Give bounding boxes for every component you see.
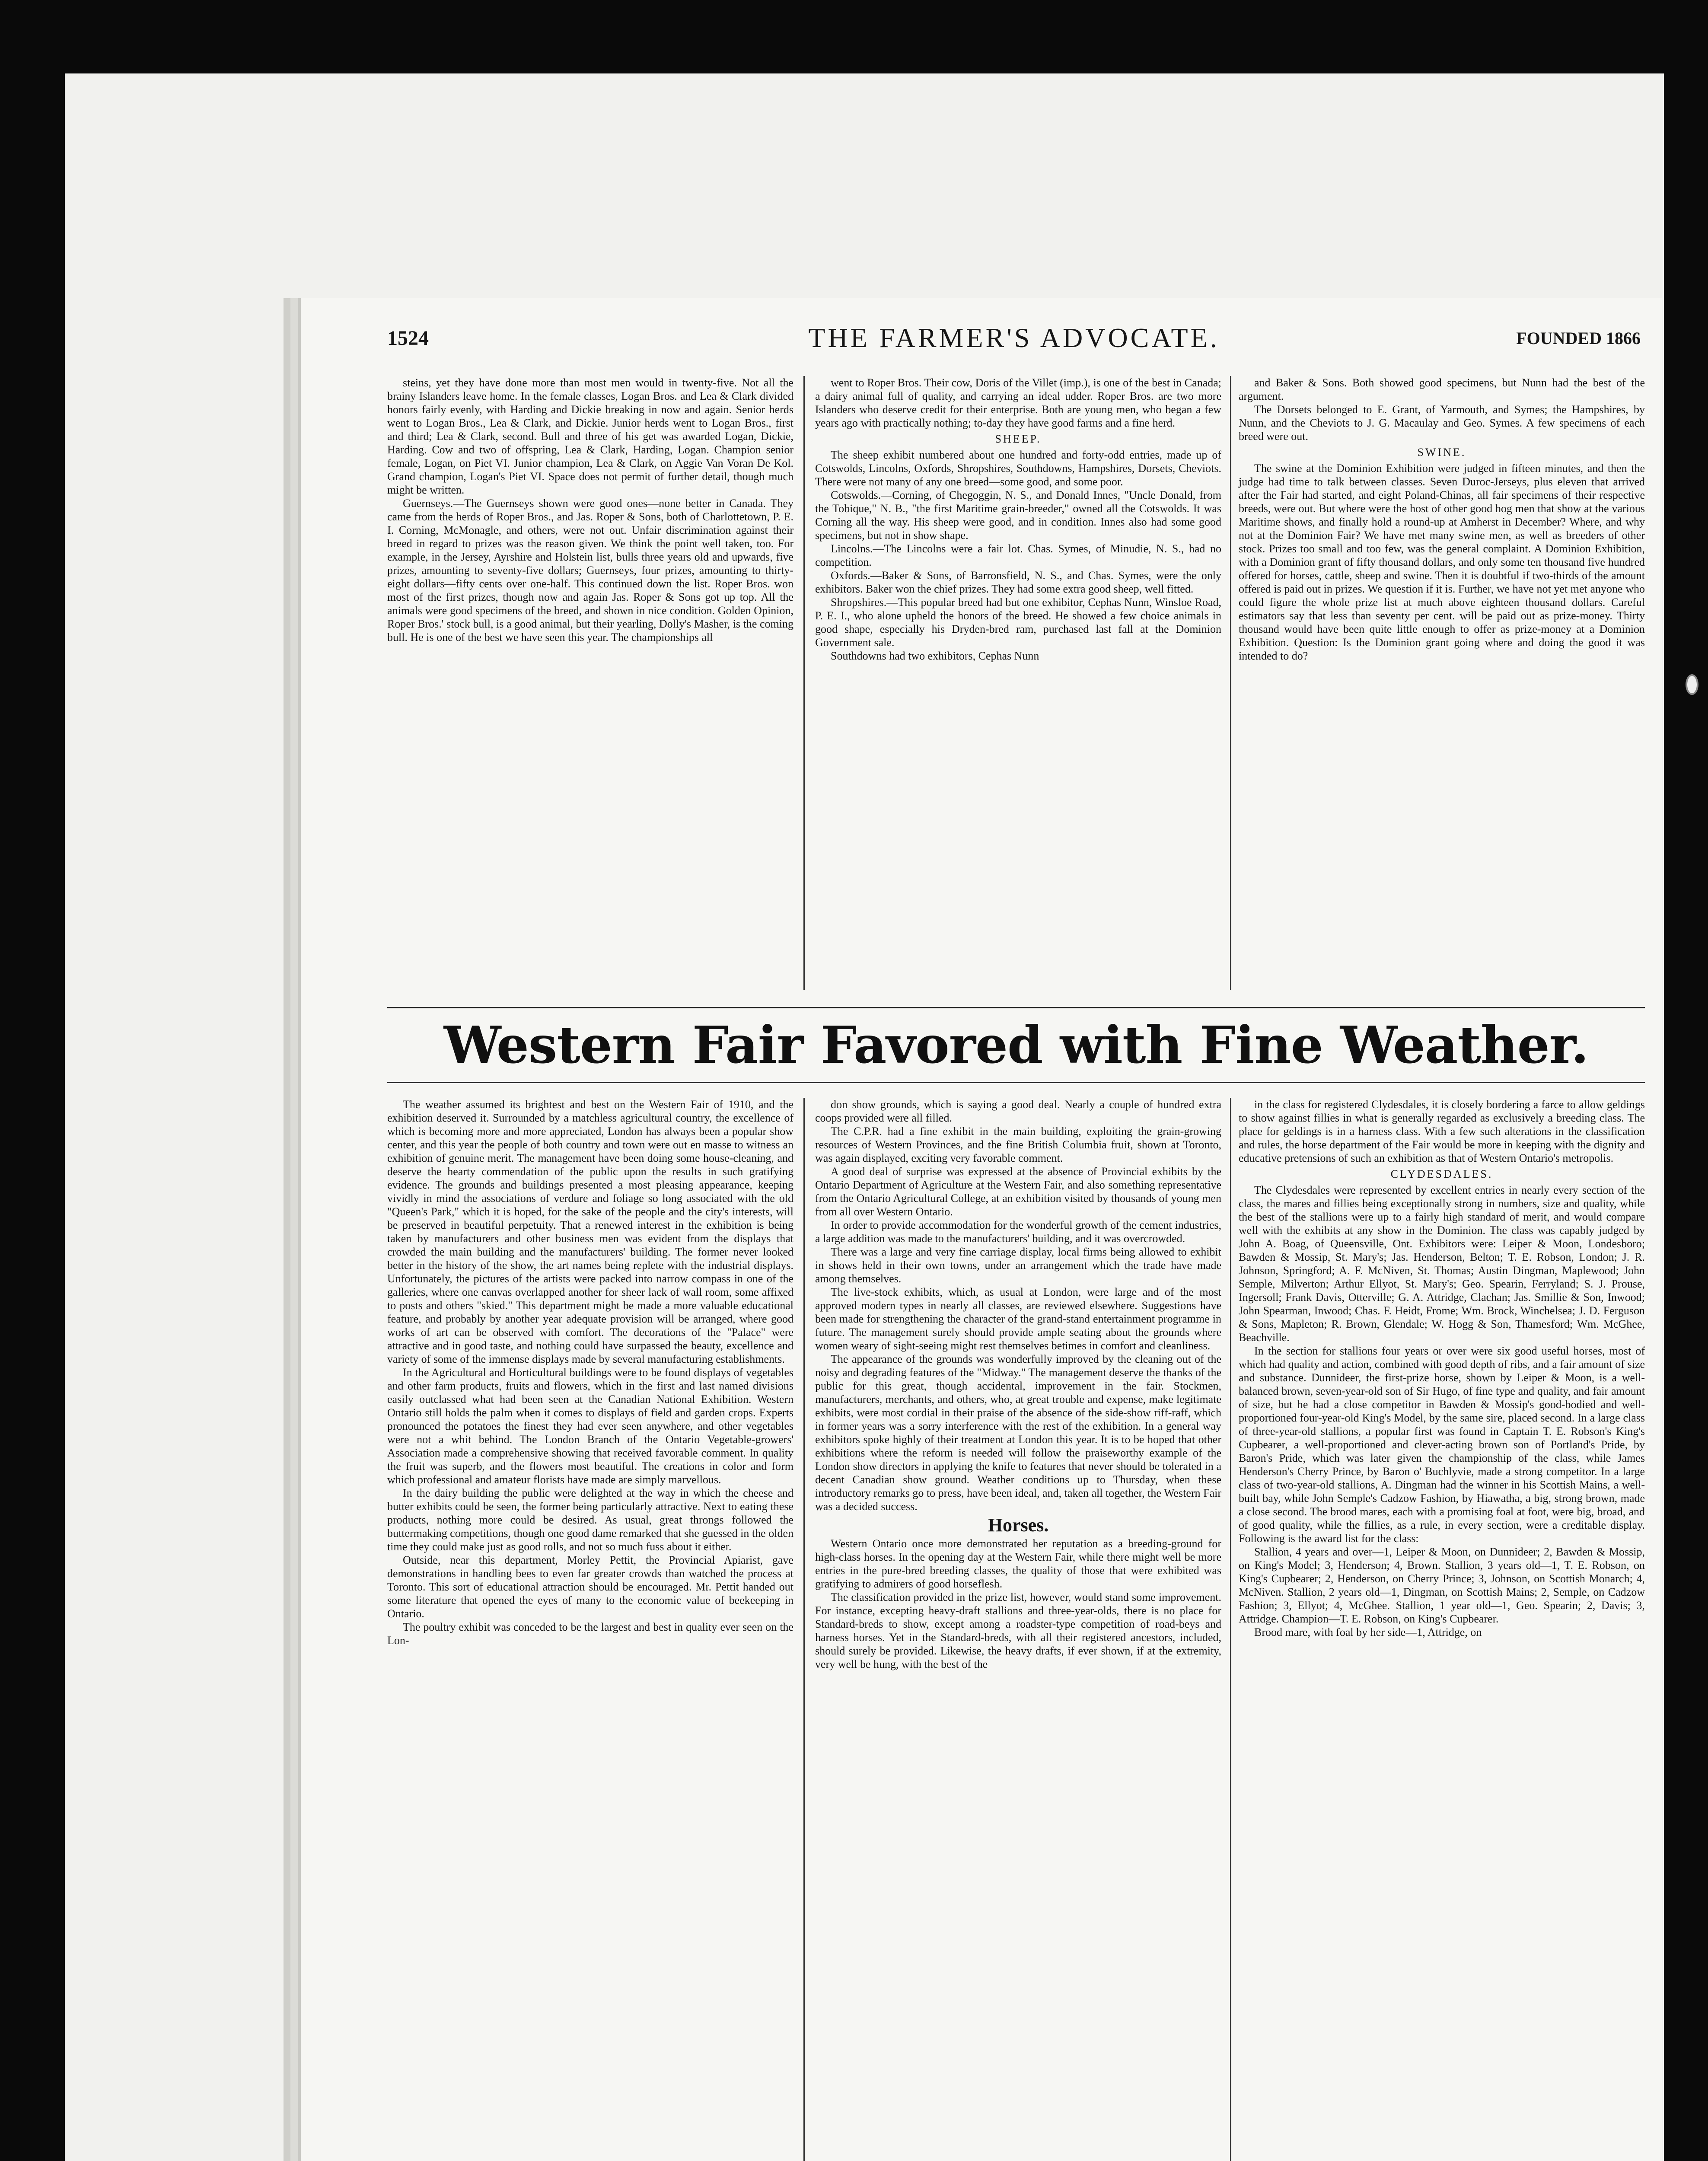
top-column-2 [815,376,1221,990]
section-heading-horses: Horses. [988,1514,1049,1536]
newspaper-page [298,298,1662,2161]
bottom-column-2 [815,1098,1221,2161]
paragraph: The Clydesdales were represented by excellent entries in nearly every section of the class, the mares and fillies being exceptionally strong in numbers, size and quality, while the best of the stallions were up to a fairly high standard of merit, and would compare well with the exhibits at any show in the Dominion. The class was capably judged by John A. Boag, of Queensville, Ont. Exhibitors were: Leiper & Moon, Londesboro; Bawden & Mossip, St. Mary's; Jas. Henderson, Belton; T. E. Robson, London; J. R. Johnson, Springford; A. F. McNiven, St. Thomas; Austin Dingman, Maplewood; John Semple, Milverton; Arthur Ellyot, St. Mary's; Geo. Spearin, Ferryland; S. J. Prouse, Ingersoll; Frank Davis, Otterville; G. A. Attridge, Clachan; Jas. Smillie & Son, Inwood; John Spearman, Inwood; Chas. F. Heidt, Frome; Wm. Brock, Winchelsea; J. D. Ferguson & Sons, Mapleton; R. Brown, Glendale; W. Hogg & Son, Thamesford; Wm. McGhee, Beachville. [1239,1184,1645,1344]
paragraph: The C.P.R. had a fine exhibit in the main building, exploiting the grain-growing resources of Western Provinces, and the fine British Columbia fruit, shown at Toronto, was again displayed, exciting very favorable comment. [815,1125,1221,1164]
paragraph: Shropshires.—This popular breed had but one exhibitor, Cephas Nunn, Winsloe Road, P. E. I., who alone upheld the honors of the breed. He showed a few choice animals in good shape, especially his Dryden-bred ram, purchased last fall at the Dominion Government sale. [815,596,1221,649]
column-rule [803,1098,805,2161]
column-rule [1230,1098,1231,2161]
paragraph: The classification provided in the prize list, however, would stand some improvement. For instance, excepting heavy-draft stallions and three-year-olds, there is no place for Standard-breds to show, except among a roadster-type competition of road-beys and harness horses. Yet in the Standard-breds, with all their registered ancestors, included, should surely be provided. Likewise, the heavy drafts, if ever shown, if at the extremity, very well be hung, with the best of the [815,1591,1221,1670]
paragraph: don show grounds, which is saying a good deal. Nearly a couple of hundred extra coops provided were all filled. [815,1098,1221,1124]
bottom-column-3 [1239,1098,1645,2161]
paragraph: In the Agricultural and Horticultural buildings were to be found displays of vegetables and other farm products, fruits and flowers, which in the first and last named divisions easily outclassed what had been seen at the Canadian National Exhibition. Western Ontario still holds the palm when it comes to displays of field and garden crops. Experts pronounced the potatoes the finest they had ever seen anywhere, and other vegetables were not a whit behind. The London Branch of the Ontario Vegetable-growers' Association made a comprehensive showing that received favorable comment. In quality the fruit was superb, and the flowers most beautiful. The creations in color and form which professional and amateur florists have made are simply marvellous. [387,1366,793,1486]
top-column-1 [387,376,793,990]
paragraph: In the section for stallions four years or over were six good useful horses, most of which had quality and action, combined with good depth of ribs, and a fair amount of size and substance. Dunnideer, the first-prize horse, shown by Leiper & Moon, is a well-balanced brown, seven-year-old son of Sir Hugo, of fine type and quality, and fair amount of size, but he had a close competitor in Bawden & Mossip's good-bodied and well-proportioned four-year-old King's Model, by the same sire, placed second. In a large class of three-year-old stallions, a popular first was found in Captain T. E. Robson's King's Cupbearer, a well-proportioned and clever-acting brown son of Portland's Pride, by Baron's Pride, which was later given the championship of the class, while James Henderson's Cherry Prince, by Baron o' Buchlyvie, made a strong competitor. In a large class of two-year-old stallions, A. Dingman had the winner in his Scottish Mains, a well-built bay, while John Semple's Cadzow Fashion, by Hiawatha, a big, strong brown, made a close second. The brood mares, each with a promising foal at foot, were big, broad, and of good quality, while the fillies, as a rule, in every section, were a creditable display. Following is the award list for the class: [1239,1345,1645,1545]
page-header [387,322,1641,357]
paragraph: Guernseys.—The Guernseys shown were good ones—none better in Canada. They came from the herds of Roper Bros., and Jas. Roper & Sons, both of Charlottetown, P. E. I. Corning, McMonagle, and others, were not out. Unfair discrimination against their breed in regard to prizes was the reason given. We think the point well taken, too. For example, in the Jersey, Ayrshire and Holstein list, bulls three years old and upwards, five prizes, amounting to seventy-five dollars; Guernseys, four prizes, amounting to thirty-eight dollars—fifty cents over one-half. This continued down the list. Roper Bros. won most of the first prizes, though now and again Jas. Roper & Sons got up top. All the animals were good specimens of the breed, and shown in nice condition. Golden Opinion, Roper Bros.' stock bull, is a good animal, but their yearling, Dolly's Masher, is the coming bull. He is one of the best we have seen this year. The championships all [387,497,793,644]
paragraph: The swine at the Dominion Exhibition were judged in fifteen minutes, and then the judge had time to talk between classes. Seven Duroc-Jerseys, plus eleven that arrived after the Fair had started, and eight Poland-Chinas, all fair specimens of their respective breeds, were out. But where were the host of other good hog men that show at the various Maritime shows, and finally hold a round-up at Amherst in December? Where, and why not at the Dominion Fair? We have met many swine men, as well as breeders of other stock. Prizes too small and too few, was the general complaint. A Dominion Exhibition, with a Dominion grant of fifty thousand dollars, and only some ten thousand five hundred offered for horses, cattle, sheep and swine. Then it is doubtful if two-thirds of the amount offered is paid out in prizes. We question if it is. Further, we have not yet met anyone who could figure the whole prize list at much above eighteen thousand dollars. Careful estimators say that less than seventy per cent. will be paid out as prize-money. Thirty thousand would have been quite little enough to offer as prize-money at a Dominion Exhibition. Question: Is the Dominion grant going where and doing the good it was intended to do? [1239,462,1645,662]
paragraph: Southdowns had two exhibitors, Cephas Nunn [831,650,1039,662]
paragraph: The weather assumed its brightest and best on the Western Fair of 1910, and the exhibition deserved it. Surrounded by a matchless agricultural country, the excellence of which is becoming more and more appreciated, London has always been a popular show center, and this year the people of both country and town were out en masse to witness an exhibition of genuine merit. The management have been doing some house-cleaning, and deserve the hearty commendation of the public upon the results in such gratifying evidence. The grounds and buildings presented a most pleasing appearance, keeping vividly in mind the associations of verdure and foliage so long associated with the old "Queen's Park," which it is hoped, for the sake of the people and the city's interests, will be preserved in beautiful perpetuity. That a renewed interest in the exhibition is being taken by manufacturers and other business men was evident from the displays that crowded the main building and the manufacturers' building. The former never looked better in the history of the show, the art names being replete with the industrial displays. Unfortunately, the pictures of the artists were packed into narrow compass in one of the galleries, where one canvas overlapped another for sheer lack of wall room, some affixed to posts and others "skied." This department might be made a more valuable educational feature, and probably by another year adequate provision will be arranged, where good works of art can be observed with comfort. The decorations of the "Palace" were attractive and in good taste, and nothing could have surpassed the beauty, excellence and variety of some of the immense displays made by several manufacturing establishments. [387,1098,793,1365]
paragraph: The poultry exhibit was conceded to be the largest and best in quality ever seen on the Lon- [387,1621,793,1647]
paragraph: Western Ontario once more demonstrated her reputation as a breeding-ground for high-class horses. In the opening day at the Western Fair, while there might well be more entries in the pure-bred breeding classes, the quality of those that were exhibited was gratifying to admirers of good horseflesh. [815,1537,1221,1590]
bottom-column-1 [387,1098,793,2161]
paragraph: went to Roper Bros. Their cow, Doris of the Villet (imp.), is one of the best in Canada; a dairy animal full of quality, and carrying an ideal udder. Roper Bros. are two more Islanders who deserve credit for their enterprise. Both are young men, who began a few years ago with practically nothing; to-day they have good farms and a fine herd. [815,376,1221,429]
paragraph: Cotswolds.—Corning, of Chegoggin, N. S., and Donald Innes, "Uncle Donald, from the Tobique," N. B., "the first Maritime grain-breeder," owned all the Cotswolds. It was Corning all the way. His sheep were good, and in condition. Innes also had some good specimens, but not in show shape. [815,489,1221,542]
paragraph: steins, yet they have done more than most men would in twenty-five. Not all the brainy Islanders leave home. In the female classes, Logan Bros. and Lea & Clark divided honors fairly evenly, with Harding and Dickie breaking in now and again. Senior herds went to Logan Bros., Lea & Clark, and Dickie. Junior herds went to Logan Bros., first and third; Lea & Clark, second. Bull and three of his get was awarded Logan, Dickie, Harding. Cow and two of offspring, Lea & Clark, Harding, Logan. Champion senior female, Logan, on Piet VI. Junior champion, Lea & Clark, on Aggie Van Voran De Kol. Grand champion, Logan's Piet VI. Space does not permit of further detail, though much might be written. [387,376,793,496]
paragraph: Lincolns.—The Lincolns were a fair lot. Chas. Symes, of Minudie, N. S., had no competition. [815,542,1221,568]
binding-ring-icon [1686,674,1698,695]
paragraph: Stallion, 4 years and over—1, Leiper & Moon, on Dunnideer; 2, Bawden & Mossip, on King's Model; 3, Henderson; 4, Brown. Stallion, 3 years old—1, T. E. Robson, on King's Cupbearer; 2, Henderson, on Cherry Prince; 3, Johnson, on Scottish Monarch; 4, McNiven. Stallion, 2 years old—1, Dingman, on Scottish Mains; 2, Semple, on Cadzow Fashion; 3, Ellyot; 4, McGhee. Stallion, 1 year old—1, Geo. Spearin; 2, Davis; 3, Attridge. Champion—T. E. Robson, on King's Cupbearer. [1239,1546,1645,1625]
paragraph: In order to provide accommodation for the wonderful growth of the cement industries, a large addition was made to the manufacturers' building, and it was overcrowded. [815,1219,1221,1245]
paragraph: The live-stock exhibits, which, as usual at London, were large and of the most approved modern types in nearly all classes, are reviewed elsewhere. Suggestions have been made for strengthening the character of the grand-stand entertainment programme in future. The management surely should provide ample seating about the grounds where women weary of sight-seeing might rest themselves betimes in comfort and cleanliness. [815,1286,1221,1352]
paragraph: Brood mare, with foal by her side—1, Attridge, on [1254,1626,1482,1638]
masthead: THE FARMER'S ADVOCATE. [808,322,1220,353]
paragraph: and Baker & Sons. Both showed good specimens, but Nunn had the best of the argument. [1239,376,1645,402]
paragraph: There was a large and very fine carriage display, local firms being allowed to exhibit in shows held in their own towns, under an arrangement which the trade have made among themselves. [815,1246,1221,1285]
article-headline: Western Fair Favored with Fine Weather. [387,1007,1645,1083]
paragraph: in the class for registered Clydesdales, it is closely bordering a farce to allow geldings to show against fillies in what is generally regarded as exclusively a breeding class. The place for geldings is in a harness class. With a few such alterations in the classification and rules, the horse department of the Fair would be more in keeping with the dignity and educative pretensions of such an exhibition as that of Western Ontario's metropolis. [1239,1098,1645,1164]
paragraph: The Dorsets belonged to E. Grant, of Yarmouth, and Symes; the Hampshires, by Nunn, and the Cheviots to J. G. Macaulay and Geo. Symes. A few specimens of each breed were out. [1239,403,1645,443]
column-rule [803,376,805,990]
paragraph: In the dairy building the public were delighted at the way in which the cheese and butter exhibits could be seen, the former being particularly attractive. Next to eating these products, nothing more could be desired. As usual, great throngs followed the buttermaking competitions, though one good dame remarked that she guessed in the olden time they could make just as good rolls, and not so much fuss about it either. [387,1487,793,1553]
section-heading-clydesdales: CLYDESDALES. [1390,1168,1493,1180]
paragraph: Oxfords.—Baker & Sons, of Barronsfield, N. S., and Chas. Symes, were the only exhibitors. Baker won the chief prizes. They had some extra good sheep, well fitted. [815,569,1221,595]
paragraph: A good deal of surprise was expressed at the absence of Provincial exhibits by the Ontario Department of Agriculture at the Western Fair, and also something representative from the Ontario Agricultural College, at an exhibition visited by thousands of young men from all over Western Ontario. [815,1165,1221,1218]
column-rule [1230,376,1231,990]
page-number: 1524 [387,327,429,350]
founded-line: FOUNDED 1866 [1516,328,1641,348]
paragraph: The appearance of the grounds was wonderfully improved by the cleaning out of the noisy and degrading features of the "Midway." The management deserve the thanks of the public for this great, though accidental, improvement in the fair. Stockmen, manufacturers, merchants, and others, who, at great trouble and expense, make legitimate exhibits, were most cordial in their praise of the absence of the side-show riff-raff, which in former years was a sorry interference with the rest of the exhibition. In a general way exhibitors spoke highly of their treatment at London this year. It is to be hoped that other exhibitions where the reform is needed will follow the praiseworthy example of the London show directors in applying the knife to features that never should be tolerated in a decent Canadian show ground. Weather conditions up to Thursday, when these introductory remarks go to press, have been ideal, and, taken all together, the Western Fair was a decided success. [815,1353,1221,1513]
paragraph: The sheep exhibit numbered about one hundred and forty-odd entries, made up of Cotswolds, Lincolns, Oxfords, Shropshires, Southdowns, Hampshires, Dorsets, Cheviots. There were not many of any one breed—some good, and some poor. [815,449,1221,488]
top-column-3 [1239,376,1645,990]
section-heading-swine: SWINE. [1417,446,1466,459]
paragraph: Outside, near this department, Morley Pettit, the Provincial Apiarist, gave demonstrations in handling bees to even far greater crowds than watched the process at Toronto. This sort of educational attraction should be encouraged. Mr. Pettit handed out some literature that opened the eyes of many to the economic value of beekeeping in Ontario. [387,1554,793,1620]
section-heading-sheep: SHEEP. [995,433,1042,445]
